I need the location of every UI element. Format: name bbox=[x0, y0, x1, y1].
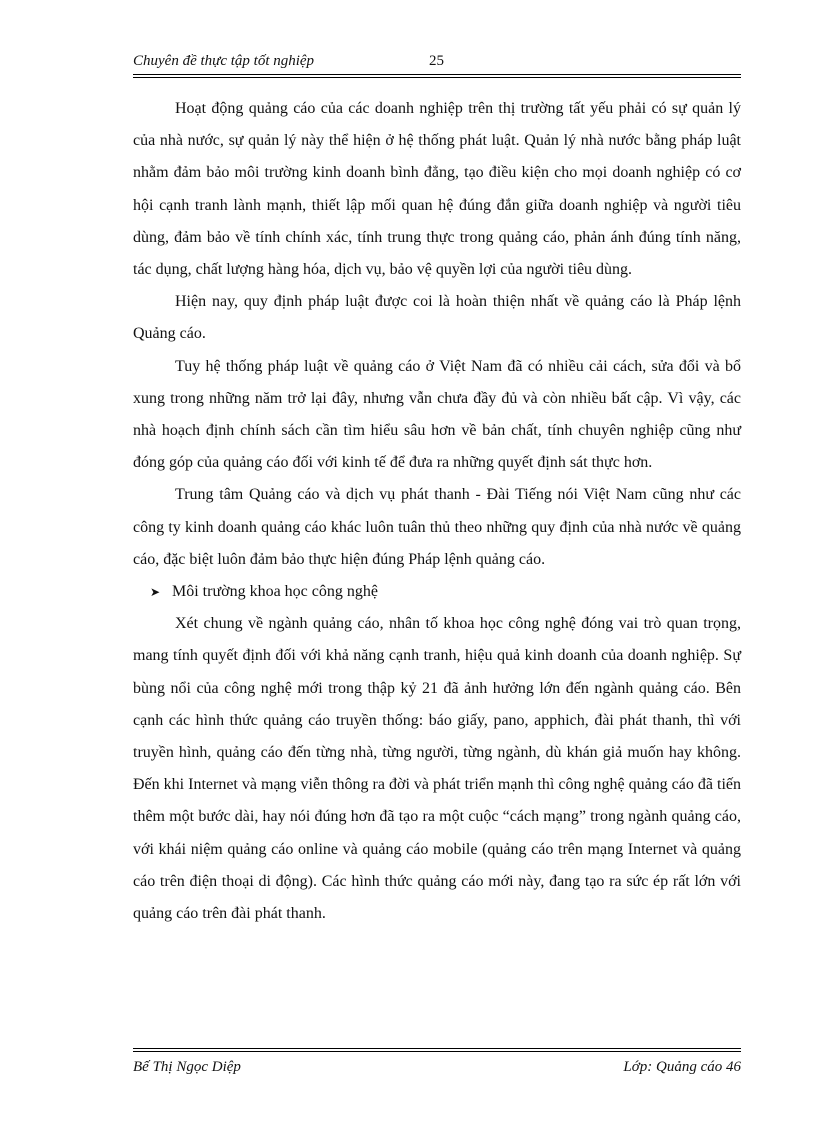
header-rule bbox=[133, 77, 741, 78]
header-title: Chuyên đề thực tập tốt nghiệp bbox=[133, 53, 315, 69]
paragraph: Hiện nay, quy định pháp luật được coi là hoàn thiện nhất về quảng cáo là Pháp lệnh Quảng cáo. bbox=[133, 293, 741, 343]
page-header bbox=[133, 52, 741, 75]
paragraph: Trung tâm Quảng cáo và dịch vụ phát thanh - Đài Tiếng nói Việt Nam cũng như các công ty kinh doanh quảng cáo khác luôn tuân thủ theo những quy định của nhà nước về quảng cáo, đặc biệt luôn đảm bảo thực hiện đúng Pháp lệnh quảng cáo. bbox=[133, 486, 741, 568]
footer-author: Bế Thị Ngọc Diệp bbox=[133, 1059, 241, 1075]
paragraph: Tuy hệ thống pháp luật về quảng cáo ở Việt Nam đã có nhiều cải cách, sửa đổi và bổ xung trong những năm trở lại đây, nhưng vẫn chưa đầy đủ và còn nhiều bất cập. Vì vậy, các nhà hoạch định chính sách cần tìm hiểu sâu hơn về bản chất, tính chuyên nghiệp cũng như đóng góp của quảng cáo đối với kinh tế để đưa ra những quyết định sát thực hơn. bbox=[133, 357, 741, 472]
bullet-item bbox=[133, 576, 741, 608]
footer-rule bbox=[133, 1051, 741, 1052]
arrow-bullet-icon: ➤ bbox=[150, 585, 161, 600]
page-number: 25 bbox=[429, 53, 444, 69]
paragraph: Xét chung về ngành quảng cáo, nhân tố khoa học công nghệ đóng vai trò quan trọng, mang tính quyết định đối với khả năng cạnh tranh, hiệu quả kinh doanh của doanh nghiệp. Sự bùng nổi của công nghệ mới trong thập kỷ 21 đã ảnh hưởng lớn đến ngành quảng cáo. Bên cạnh các hình thức quảng cáo truyền thống: báo giấy, pano, apphich, đài phát thanh, thì với truyền hình, quảng cáo đến từng nhà, từng người, từng ngành, dù khán giả muốn hay không. Đến khi Internet và mạng viễn thông ra đời và phát triển mạnh thì công nghệ quảng cáo đã tiến thêm một bước dài, hay nói đúng hơn đã tạo ra một cuộc “cách mạng” trong ngành quảng cáo, với khái niệm quảng cáo online và quảng cáo mobile (quảng cáo trên mạng Internet và quảng cáo trên điện thoại di động). Các hình thức quảng cáo mới này, đang tạo ra sức ép rất lớn với quảng cáo trên đài phát thanh. bbox=[133, 615, 741, 923]
paragraph: Hoạt động quảng cáo của các doanh nghiệp trên thị trường tất yếu phải có sự quản lý của nhà nước, sự quản lý này thể hiện ở hệ thống phát luật. Quản lý nhà nước bằng pháp luật nhằm đảm bảo môi trường kinh doanh bình đẳng, tạo điều kiện cho mọi doanh nghiệp có cơ hội cạnh tranh lành mạnh, thiết lập mối quan hệ đúng đắn giữa doanh nghiệp và người tiêu dùng, đảm bảo về tính chính xác, tính trung thực trong quảng cáo, phản ánh đúng tính năng, tác dụng, chất lượng hàng hóa, dịch vụ, bảo vệ quyền lợi của người tiêu dùng. bbox=[133, 100, 741, 279]
page-footer bbox=[133, 1048, 741, 1079]
footer-class: Lớp: Quảng cáo 46 bbox=[623, 1059, 741, 1075]
bullet-text: Môi trường khoa học công nghệ bbox=[172, 583, 378, 601]
page-body bbox=[133, 93, 741, 930]
